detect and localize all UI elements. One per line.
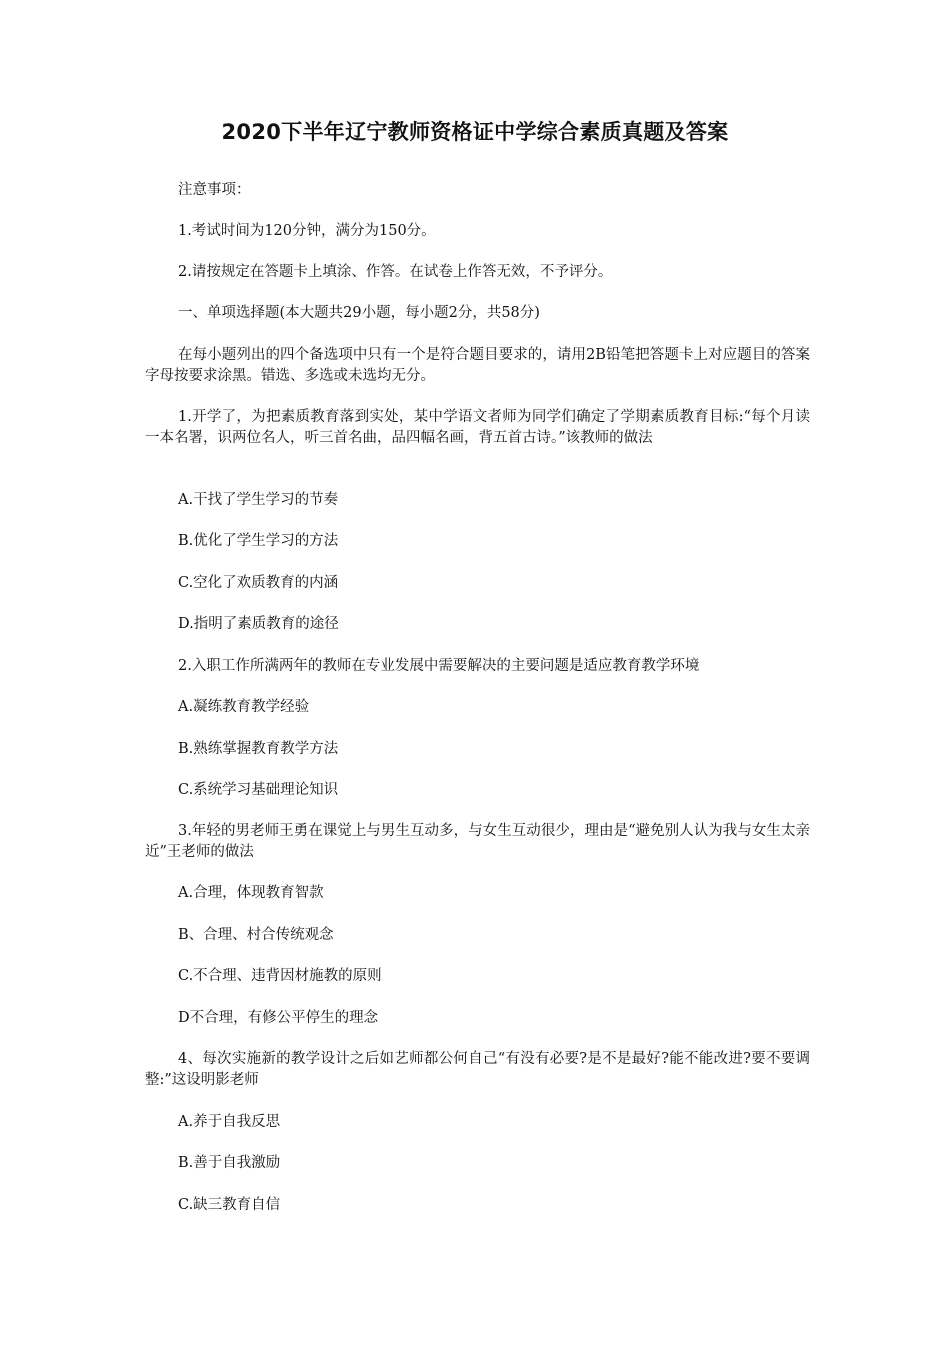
question-option: B.善于自我激励 [178, 1155, 281, 1171]
question-option: A.合理，体现教育智款 [178, 885, 324, 901]
question-stem: 3.年轻的男老师王勇在课觉上与男生互动多，与女生互动很少，理由是“避免别人认为我与女生太亲近”王老师的做法 [145, 823, 810, 860]
question-stem: 1.开学了，为把素质教育落到实处，某中学语文者师为同学们确定了学期素质教育目标:“每个月读一本名署，识两位名人，听三首名曲，品四幅名画，背五首古诗。”该教师的做法 [145, 409, 810, 446]
section-instruction: 在每小题列出的四个备选项中只有一个是符合题目要求的，请用2B铅笔把答题卡上对应题目的答案字母按要求涂黑。错选、多选或未选均无分。 [145, 347, 810, 384]
question-option: C.空化了欢质教育的内涵 [178, 575, 339, 591]
question-option: A.凝练教育教学经验 [178, 699, 310, 715]
question-option: C.系统学习基础理论知识 [178, 782, 339, 798]
document-title: 2020下半年辽宁教师资格证中学综合素质真题及答案 [221, 120, 729, 144]
question-option: B.优化了学生学习的方法 [178, 533, 339, 549]
question-stem: 4、每次实施新的教学设计之后如艺师都公何自己“有没有必要?是不是最好?能不能改进?要不要调整:”这设明影老师 [145, 1051, 810, 1088]
section-heading: 一、单项选择题(本大题共29小题，每小题2分，共58分) [178, 305, 540, 321]
notice-item: 1.考试时间为120分钟，满分为150分。 [178, 223, 436, 239]
question-option: D不合理，有修公平停生的理念 [178, 1010, 379, 1026]
question-option: D.指明了素质教育的途径 [178, 616, 339, 632]
question-option: C.缺三教育自信 [178, 1197, 281, 1213]
notice-item: 2.请按规定在答题卡上填涂、作答。在试卷上作答无效，不予评分。 [178, 264, 613, 280]
question-stem: 2.入职工作所满两年的教师在专业发展中需要解决的主要问题是适应教育教学环境 [178, 658, 700, 674]
question-option: B、合理、村合传统观念 [178, 927, 334, 943]
notice-heading: 注意事项： [178, 182, 251, 198]
question-option: B.熟练掌握教育教学方法 [178, 741, 339, 757]
question-option: A.干找了学生学习的节奏 [178, 492, 339, 508]
question-option: A.养于自我反思 [178, 1114, 281, 1130]
question-option: C.不合理、违背因材施教的原则 [178, 968, 382, 984]
